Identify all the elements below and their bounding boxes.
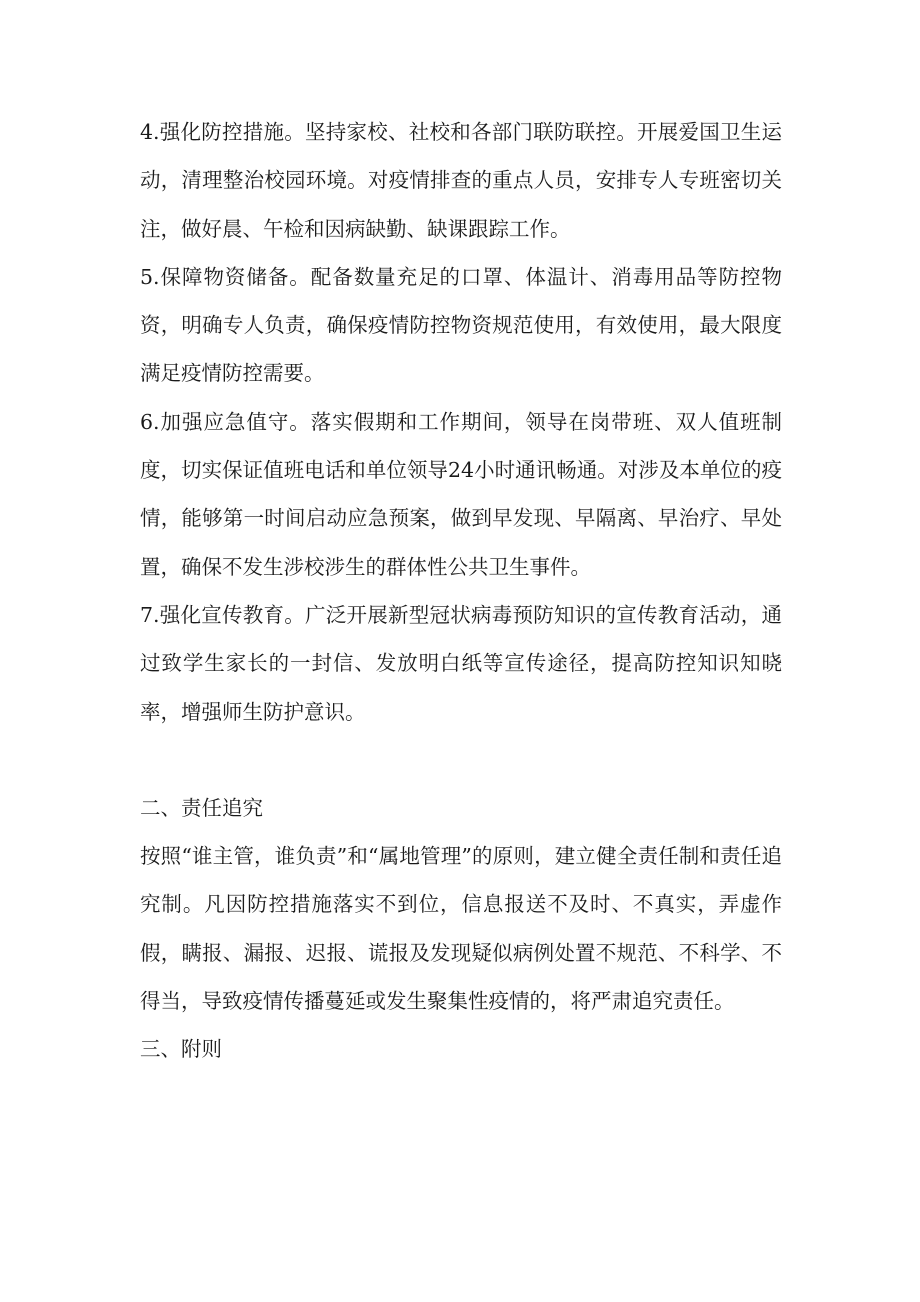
section-3-heading: 三、附则 [140, 1037, 222, 1062]
section-2-body: 按照“谁主管，谁负责”和“属地管理”的原则，建立健全责任制和责任追究制。凡因防控措施落实不到位，信息报送不及时、不真实，弄虚作假，瞒报、漏报、迟报、谎报及发现疑似病例处置不规范、不科学、不得当，导致疫情传播蔓延或发生聚集性疫情的，将严肃追究责任。 [140, 844, 782, 1014]
document-body [140, 108, 782, 1074]
measure-4-paragraph: 4.强化防控措施。坚持家校、社校和各部门联防联控。开展爱国卫生运动，清理整治校园环境。对疫情排查的重点人员，安排专人专班密切关注，做好晨、午检和因病缺勤、缺课跟踪工作。 [140, 120, 782, 241]
section-2-heading: 二、责任追究 [140, 795, 263, 820]
measure-7-paragraph: 7.强化宣传教育。广泛开展新型冠状病毒预防知识的宣传教育活动，通过致学生家长的一封信、发放明白纸等宣传途径，提高防控知识知晓率，增强师生防护意识。 [140, 602, 782, 724]
measure-6-paragraph: 6.加强应急值守。落实假期和工作期间，领导在岗带班、双人值班制度，切实保证值班电话和单位领导24小时通讯畅通。对涉及本单位的疫情，能够第一时间启动应急预案，做到早发现、早隔离、早治疗、早处置，确保不发生涉校涉生的群体性公共卫生事件。 [140, 409, 782, 579]
blank-line [140, 736, 782, 784]
measure-5-paragraph: 5.保障物资储备。配备数量充足的口罩、体温计、消毒用品等防控物资，明确专人负责，确保疫情防控物资规范使用，有效使用，最大限度满足疫情防控需要。 [140, 264, 782, 386]
